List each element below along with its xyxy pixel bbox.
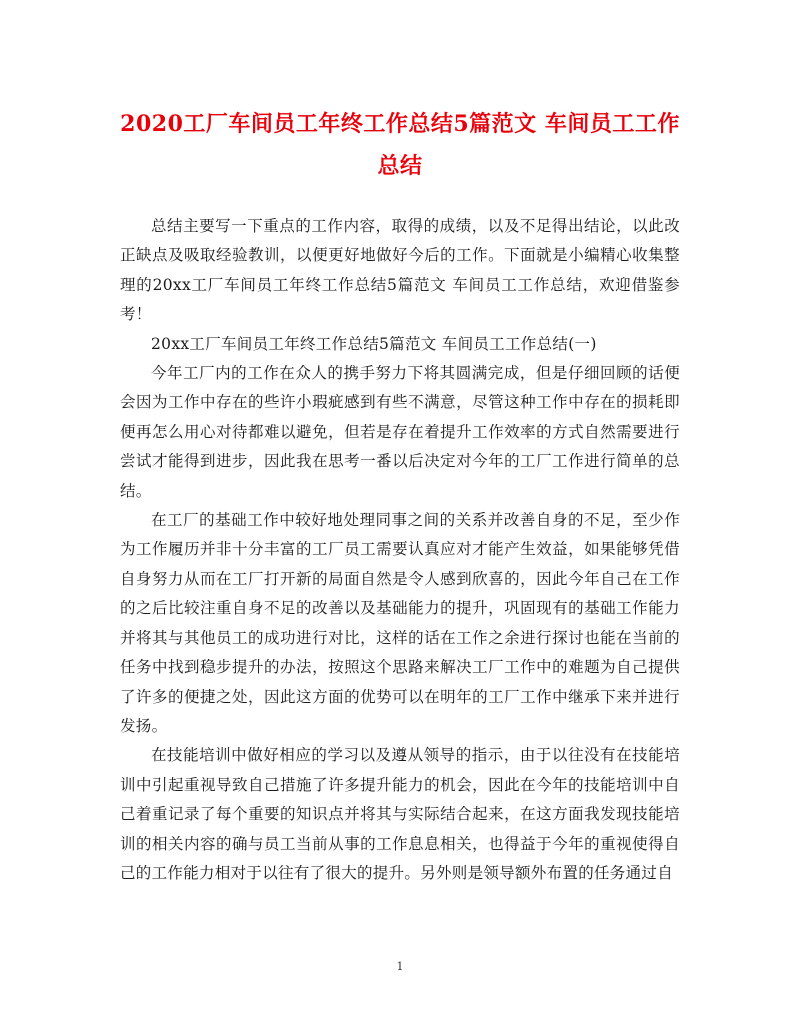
- body-paragraph-3: 在技能培训中做好相应的学习以及遵从领导的指示，由于以往没有在技能培训中引起重视导致自己措施了许多提升能力的机会，因此在今年的技能培训中自己着重记录了每个重要的知识点并将其与实际结合起来，在这方面我发现技能培训的相关内容的确与员工当前从事的工作息息相关，也得益于今年的重视使得自己的工作能力相对于以往有了很大的提升。另外则是领导额外布置的任务通过自: [120, 746, 680, 882]
- body-paragraph-2: 在工厂的基础工作中较好地处理同事之间的关系并改善自身的不足，至少作为工作履历并非十分丰富的工厂员工需要认真应对才能产生效益，如果能够凭借自身努力从而在工厂打开新的局面自然是令人感到欣喜的，因此今年自己在工作的之后比较注重自身不足的改善以及基础能力的提升，巩固现有的基础工作能力并将其与其他员工的成功进行对比，这样的话在工作之余进行探讨也能在当前的任务中找到稳步提升的办法，按照这个思路来解决工厂工作中的难题为自己提供了许多的便捷之处，因此这方面的优势可以在明年的工厂工作中继承下来并进行发扬。: [120, 511, 680, 735]
- document-title: 2020工厂车间员工年终工作总结5篇范文 车间员工工作总结: [120, 111, 680, 179]
- document-body: [120, 212, 680, 888]
- body-paragraph-1: 今年工厂内的工作在众人的携手努力下将其圆满完成，但是仔细回顾的话便会因为工作中存在的些许小瑕疵感到有些不满意，尽管这种工作中存在的损耗即便再怎么用心对待都难以避免，但若是存在着提升工作效率的方式自然需要进行尝试才能得到进步，因此我在思考一番以后决定对今年的工厂工作进行简单的总结。: [120, 364, 680, 500]
- section-heading: 20xx工厂车间员工年终工作总结5篇范文 车间员工工作总结(一): [151, 334, 597, 353]
- page-number: 1: [396, 960, 404, 973]
- intro-paragraph: 总结主要写一下重点的工作内容，取得的成绩，以及不足得出结论，以此改正缺点及吸取经验教训，以便更好地做好今后的工作。下面就是小编精心收集整理的20xx工厂车间员工年终工作总结5篇范文 车间员工工作总结，欢迎借鉴参考！: [120, 217, 680, 324]
